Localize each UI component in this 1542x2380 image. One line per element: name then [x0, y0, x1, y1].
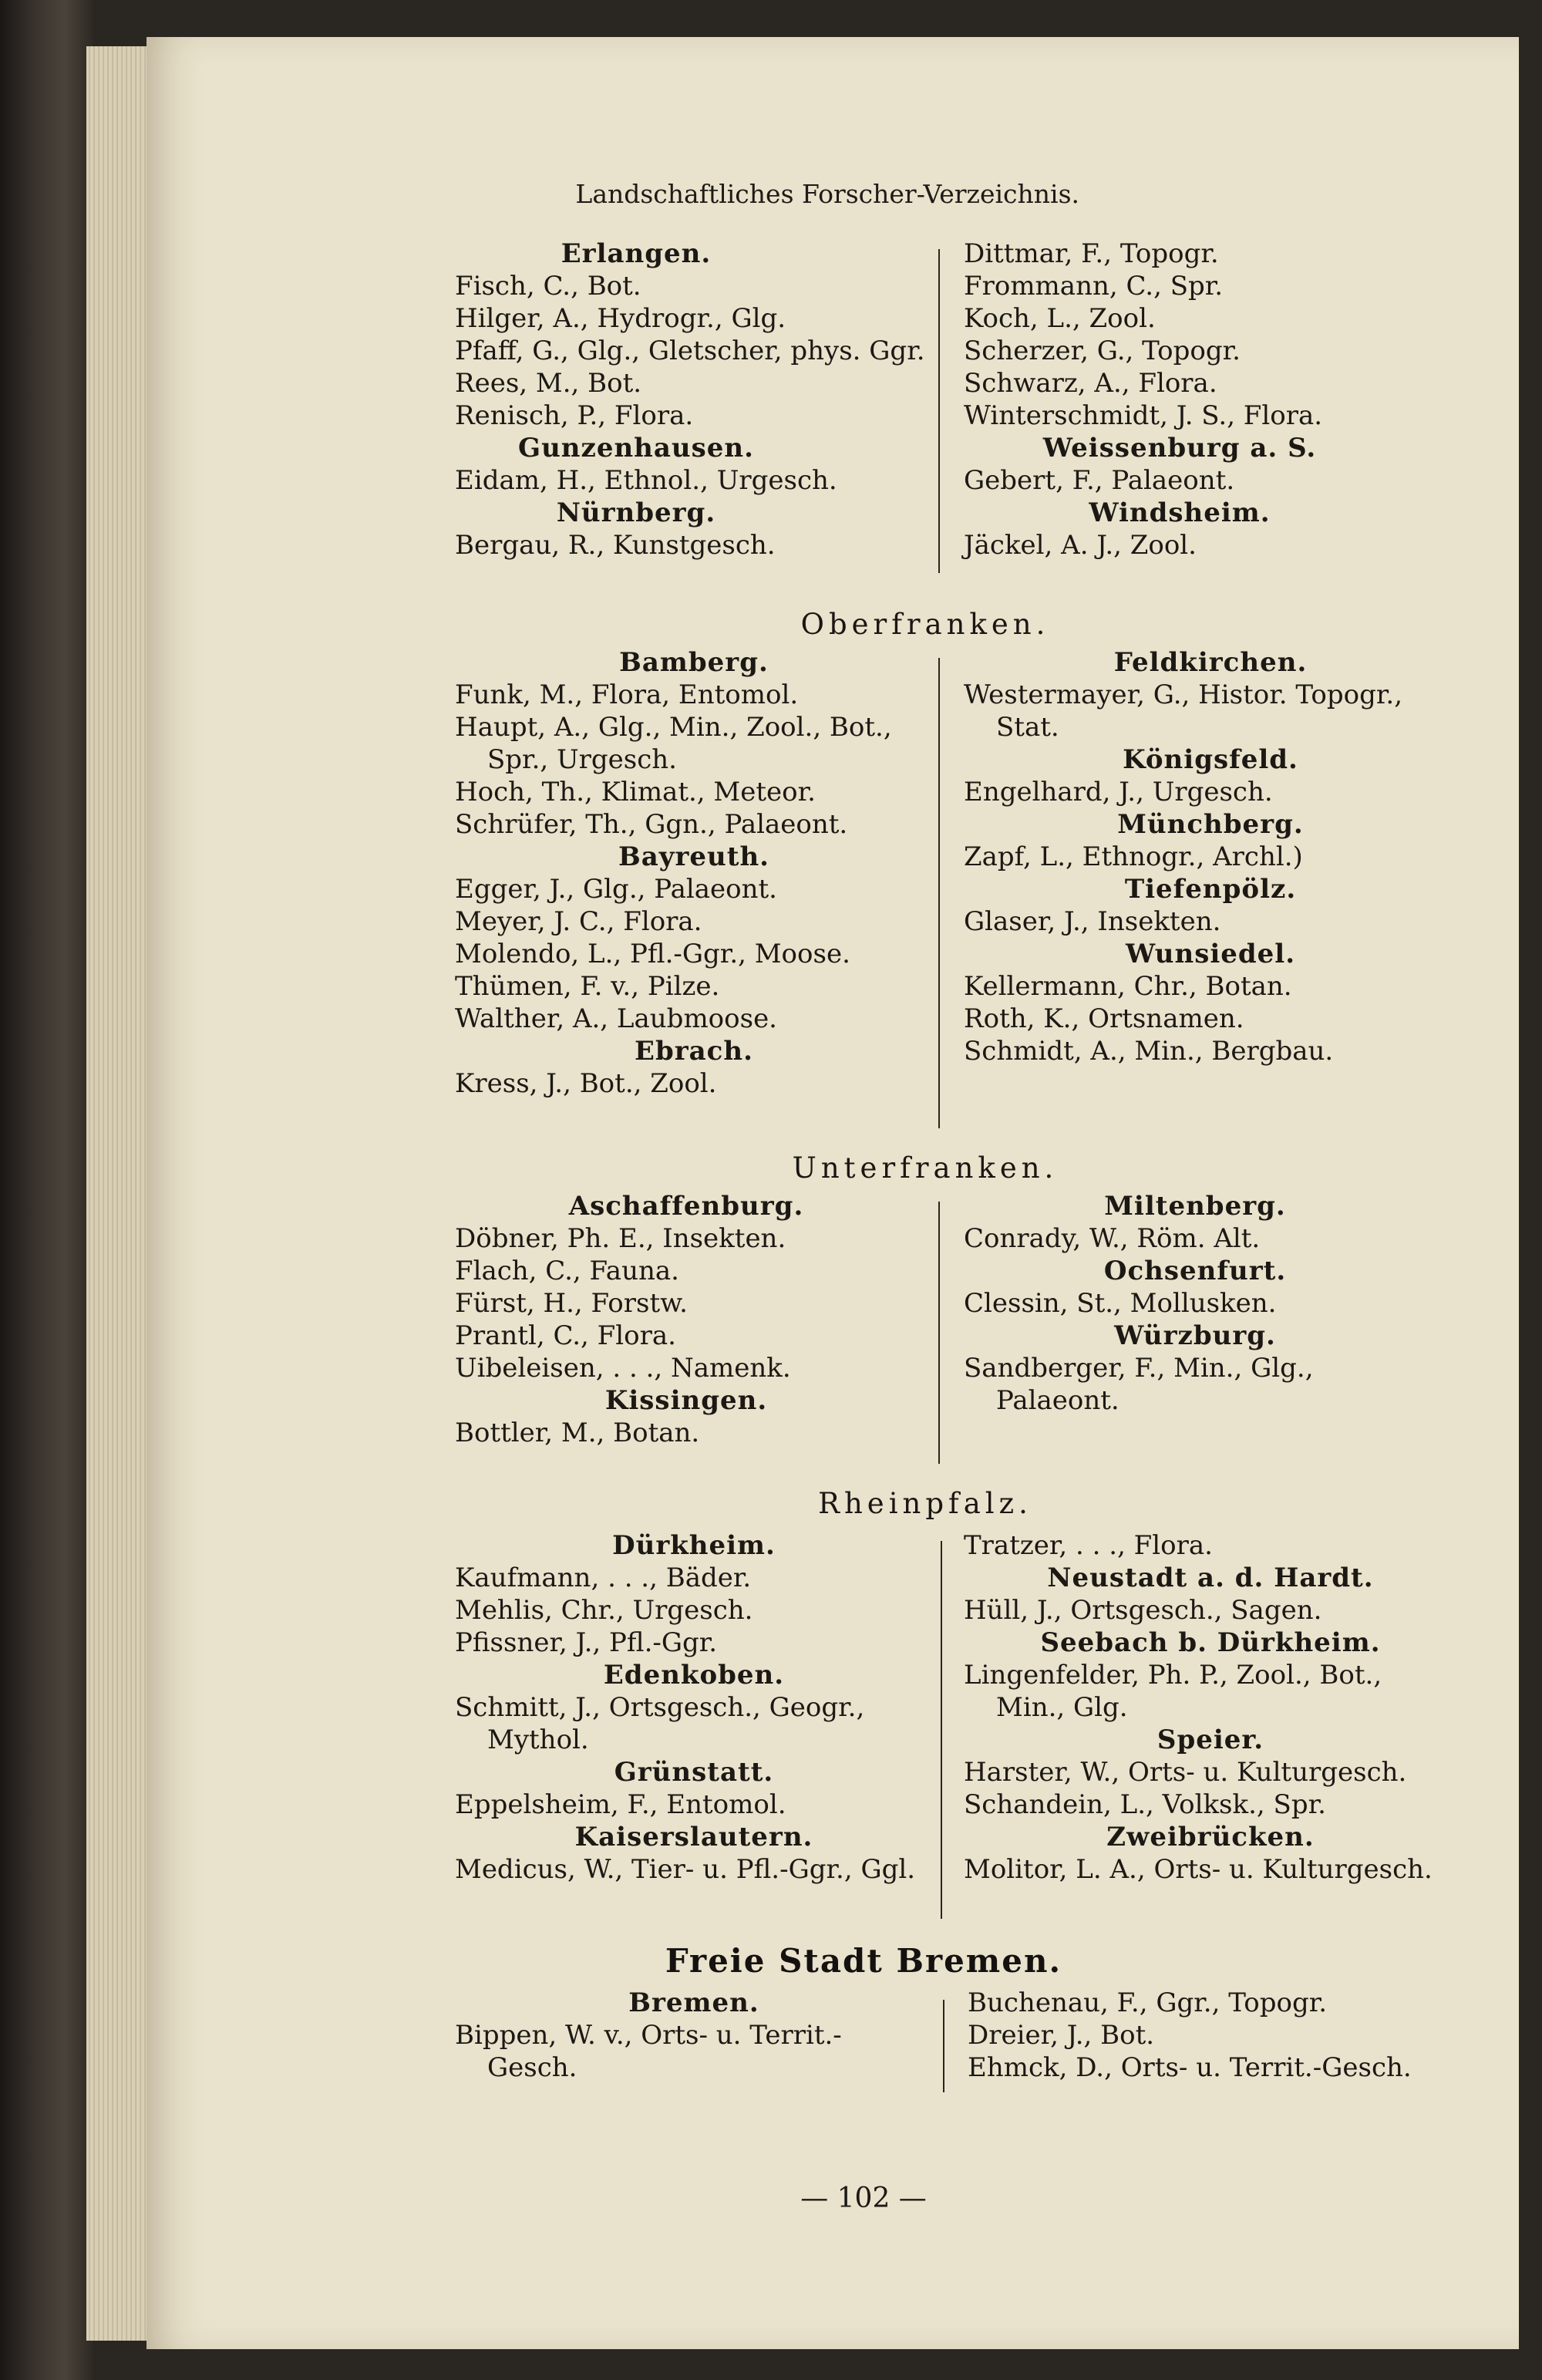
- unterfranken-right-column: [964, 1190, 1426, 1417]
- town-heading: Zweibrücken.: [1106, 1822, 1315, 1852]
- running-header: Landschaftliches Forscher-Verzeichnis.: [575, 179, 1079, 209]
- researcher-entry: Koch, L., Zool.: [964, 303, 1156, 334]
- researcher-entry: Eppelsheim, F., Entomol.: [455, 1789, 786, 1820]
- page-number: — 102 —: [800, 2183, 927, 2214]
- researcher-entry: Flach, C., Fauna.: [455, 1256, 679, 1286]
- researcher-entry: Tratzer, . . ., Flora.: [964, 1530, 1213, 1561]
- town-heading: Erlangen.: [561, 238, 712, 269]
- book-spine: [0, 0, 93, 2380]
- researcher-entry: Scherzer, G., Topogr.: [964, 335, 1241, 366]
- town-heading: Königsfeld.: [1123, 744, 1298, 775]
- researcher-entry: Schandein, L., Volksk., Spr.: [964, 1789, 1326, 1820]
- researcher-entry: Egger, J., Glg., Palaeont.: [455, 874, 777, 905]
- researcher-entry: Kress, J., Bot., Zool.: [455, 1068, 717, 1099]
- researcher-entry: Fürst, H., Forstw.: [455, 1288, 688, 1319]
- researcher-entry: Schmidt, A., Min., Bergbau.: [964, 1036, 1334, 1067]
- researcher-entry: Pfissner, J., Pfl.-Ggr.: [455, 1627, 718, 1658]
- researcher-entry: Dittmar, F., Topogr.: [964, 238, 1219, 269]
- researcher-entry: Schmitt, J., Ortsgesch., Geogr.,: [455, 1692, 865, 1723]
- researcher-entry: Meyer, J. C., Flora.: [455, 906, 702, 937]
- researcher-entry: Schrüfer, Th., Ggn., Palaeont.: [455, 809, 848, 840]
- researcher-entry: Harster, W., Orts- u. Kulturgesch.: [964, 1757, 1407, 1788]
- column-divider: [941, 1541, 942, 1919]
- town-heading: Gunzenhausen.: [518, 433, 754, 464]
- town-heading: Weissenburg a. S.: [1042, 433, 1317, 464]
- town-heading: Tiefenpölz.: [1124, 874, 1297, 905]
- researcher-entry: Haupt, A., Glg., Min., Zool., Bot.,: [455, 712, 892, 743]
- town-heading: Bremen.: [628, 1987, 759, 2018]
- researcher-entry: Hoch, Th., Klimat., Meteor.: [455, 777, 816, 807]
- mittelfranken-left-column: [455, 238, 925, 561]
- town-heading: Speier.: [1156, 1724, 1264, 1755]
- researcher-entry: Prantl, C., Flora.: [455, 1320, 676, 1351]
- town-heading: Windsheim.: [1089, 497, 1271, 528]
- column-divider: [943, 2000, 944, 2092]
- researcher-entry: Dreier, J., Bot.: [968, 2020, 1155, 2051]
- column-divider: [938, 249, 940, 573]
- researcher-entry: Westermayer, G., Histor. Topogr.,: [964, 679, 1403, 710]
- town-heading: Miltenberg.: [1104, 1191, 1286, 1222]
- researcher-entry: Gesch.: [487, 2052, 577, 2083]
- rheinpfalz-right-column: [964, 1529, 1457, 1886]
- researcher-entry: Uibeleisen, . . ., Namenk.: [455, 1353, 791, 1384]
- town-heading: Aschaffenburg.: [568, 1191, 804, 1222]
- researcher-entry: Palaeont.: [996, 1385, 1119, 1416]
- researcher-entry: Roth, K., Ortsnamen.: [964, 1003, 1244, 1034]
- researcher-entry: Zapf, L., Ethnogr., Archl.): [964, 841, 1303, 872]
- researcher-entry: Spr., Urgesch.: [487, 744, 677, 775]
- researcher-entry: Conrady, W., Röm. Alt.: [964, 1223, 1261, 1254]
- researcher-entry: Glaser, J., Insekten.: [964, 906, 1221, 937]
- researcher-entry: Engelhard, J., Urgesch.: [964, 777, 1273, 807]
- town-heading: Feldkirchen.: [1113, 647, 1308, 678]
- town-heading: Neustadt a. d. Hardt.: [1047, 1563, 1374, 1593]
- town-heading: Münchberg.: [1117, 809, 1304, 840]
- bremen-right-column: [968, 1987, 1461, 2084]
- researcher-entry: Kellermann, Chr., Botan.: [964, 971, 1292, 1002]
- researcher-entry: Winterschmidt, J. S., Flora.: [964, 400, 1323, 431]
- researcher-entry: Kaufmann, . . ., Bäder.: [455, 1563, 752, 1593]
- town-heading: Dürkheim.: [612, 1530, 776, 1561]
- town-heading: Bamberg.: [619, 647, 769, 678]
- researcher-entry: Hüll, J., Ortsgesch., Sagen.: [964, 1595, 1322, 1626]
- researcher-entry: Stat.: [996, 712, 1059, 743]
- researcher-entry: Jäckel, A. J., Zool.: [964, 530, 1197, 561]
- town-heading: Würzburg.: [1114, 1320, 1276, 1351]
- town-heading: Kaiserslautern.: [574, 1822, 813, 1852]
- researcher-entry: Sandberger, F., Min., Glg.,: [964, 1353, 1314, 1384]
- researcher-entry: Pfaff, G., Glg., Gletscher, phys. Ggr.: [455, 335, 925, 366]
- town-heading: Edenkoben.: [603, 1660, 785, 1691]
- researcher-entry: Schwarz, A., Flora.: [964, 368, 1217, 399]
- researcher-entry: Funk, M., Flora, Entomol.: [455, 679, 799, 710]
- researcher-entry: Thümen, F. v., Pilze.: [455, 971, 720, 1002]
- researcher-entry: Rees, M., Bot.: [455, 368, 642, 399]
- researcher-entry: Hilger, A., Hydrogr., Glg.: [455, 303, 786, 334]
- researcher-entry: Clessin, St., Mollusken.: [964, 1288, 1277, 1319]
- town-heading: Ochsenfurt.: [1103, 1256, 1287, 1286]
- town-heading: Kissingen.: [604, 1385, 768, 1416]
- oberfranken-left-column: [455, 646, 933, 1100]
- researcher-entry: Gebert, F., Palaeont.: [964, 465, 1235, 496]
- researcher-entry: Lingenfelder, Ph. P., Zool., Bot.,: [964, 1660, 1382, 1691]
- researcher-entry: Bergau, R., Kunstgesch.: [455, 530, 776, 561]
- region-title-rheinpfalz: Rheinpfalz.: [818, 1487, 1032, 1520]
- researcher-entry: Renisch, P., Flora.: [455, 400, 694, 431]
- researcher-entry: Eidam, H., Ethnol., Urgesch.: [455, 465, 837, 496]
- researcher-entry: Döbner, Ph. E., Insekten.: [455, 1223, 786, 1254]
- book-page: [146, 37, 1519, 2349]
- researcher-entry: Walther, A., Laubmoose.: [455, 1003, 777, 1034]
- town-heading: Grünstatt.: [614, 1757, 774, 1788]
- unterfranken-left-column: [455, 1190, 917, 1449]
- rheinpfalz-left-column: [455, 1529, 933, 1886]
- town-heading: Nürnberg.: [556, 497, 716, 528]
- region-title-oberfranken: Oberfranken.: [800, 608, 1050, 641]
- researcher-entry: Medicus, W., Tier- u. Pfl.-Ggr., Ggl.: [455, 1854, 916, 1885]
- town-heading: Wunsiedel.: [1125, 939, 1296, 969]
- town-heading: Seebach b. Dürkheim.: [1040, 1627, 1381, 1658]
- column-divider: [938, 1202, 940, 1464]
- oberfranken-right-column: [964, 646, 1457, 1067]
- town-heading: Bayreuth.: [618, 841, 770, 872]
- researcher-entry: Bottler, M., Botan.: [455, 1418, 700, 1448]
- researcher-entry: Frommann, C., Spr.: [964, 271, 1224, 302]
- bremen-left-column: [455, 1987, 933, 2084]
- researcher-entry: Ehmck, D., Orts- u. Territ.-Gesch.: [968, 2052, 1412, 2083]
- researcher-entry: Mehlis, Chr., Urgesch.: [455, 1595, 753, 1626]
- town-heading: Ebrach.: [635, 1036, 753, 1067]
- researcher-entry: Molendo, L., Pfl.-Ggr., Moose.: [455, 939, 850, 969]
- researcher-entry: Molitor, L. A., Orts- u. Kulturgesch.: [964, 1854, 1433, 1885]
- researcher-entry: Mythol.: [487, 1724, 589, 1755]
- region-title-bremen: Freie Stadt Bremen.: [665, 1942, 1062, 1980]
- researcher-entry: Buchenau, F., Ggr., Topogr.: [968, 1987, 1328, 2018]
- mittelfranken-right-column: [964, 238, 1396, 561]
- column-divider: [938, 658, 940, 1128]
- page-edges: [86, 46, 156, 2341]
- researcher-entry: Bippen, W. v., Orts- u. Territ.-: [455, 2020, 842, 2051]
- region-title-unterfranken: Unterfranken.: [792, 1151, 1059, 1185]
- researcher-entry: Fisch, C., Bot.: [455, 271, 641, 302]
- researcher-entry: Min., Glg.: [996, 1692, 1128, 1723]
